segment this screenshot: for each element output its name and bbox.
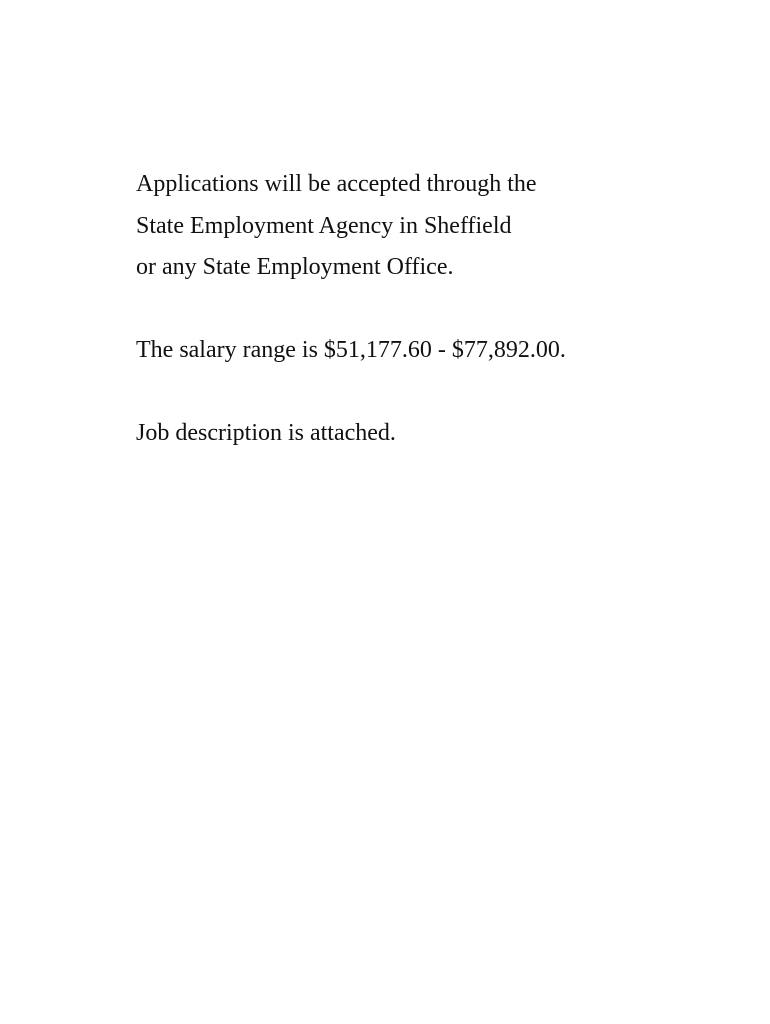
applications-paragraph [136,164,736,289]
salary-paragraph [136,330,736,372]
paragraph-spacer [136,372,736,414]
document-body [136,164,736,455]
text-line: Applications will be accepted through the [136,171,537,197]
paragraph-spacer [136,289,736,331]
text-line: State Employment Agency in Sheffield [136,212,512,239]
text-line: The salary range is $51,177.60 - $77,892.00. [136,337,566,363]
attachment-paragraph [136,413,736,455]
text-line: Job description is attached. [136,420,396,446]
text-line: or any State Employment Office. [136,254,454,280]
